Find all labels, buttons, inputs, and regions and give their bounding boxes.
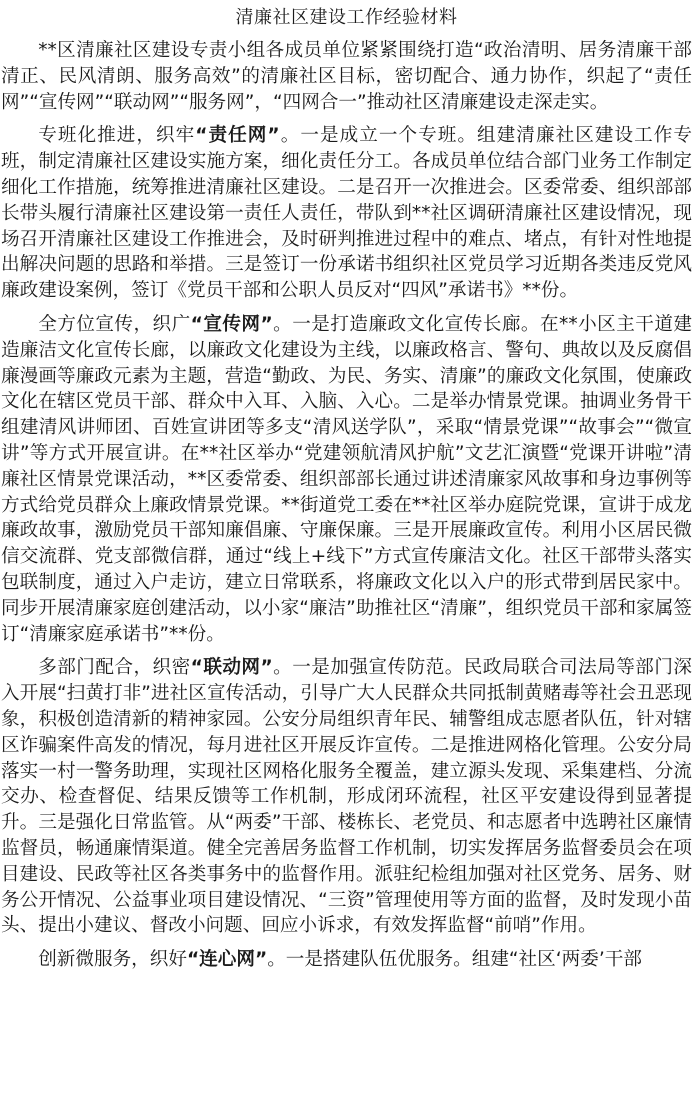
- section-keyword: “责任网”: [195, 125, 280, 147]
- section-paragraph-heart-net: [1, 947, 692, 973]
- section-keyword: “宣传网”: [190, 313, 273, 335]
- section-paragraph-linkage-net: [1, 655, 692, 939]
- section-paragraph-publicity-net: [1, 312, 692, 647]
- section-body: 。一是搭建队伍优服务。组建“社区‘两委’干部: [267, 949, 642, 971]
- section-body: 。一是打造廉政文化宣传长廊。在**小区主干道建造廉洁文化宣传长廊，以廉政文化建设为主线，以廉政格言、警句、典故以及反腐倡廉漫画等廉政元素为主题，营造“勤政、为民、务实、清廉”的廉政文化氛围，使廉政文化在辖区党员干部、群众中入耳、入脑、入心。二是举办情景党课。抽调业务骨干组建清风讲师团、百姓宣讲团等多支“清风送学队”，采取“情景党课”“故事会”“微宣讲”等方式开展宣讲。在**社区举办“党建领航清风护航”文艺汇演暨“党课开讲啦”清廉社区情景党课活动，**区委常委、组织部部长通过讲述清廉家风故事和身边事例等方式给党员群众上廉政情景党课。**街道党工委在**社区举办庭院党课，宣讲于成龙廉政故事，激励党员干部知廉倡廉、守廉保廉。三是开展廉政宣传。利用小区居民微信交流群、党支部微信群，通过“线上+线下”方式宣传廉洁文化。社区干部带头落实包联制度，通过入户走访，建立日常联系，将廉政文化以入户的形式带到居民家中。同步开展清廉家庭创建活动，以小家“廉洁”助推社区“清廉”，组织党员干部和家属签订“清廉家庭承诺书”**份。: [1, 313, 692, 645]
- section-body: 。一是成立一个专班。组建清廉社区建设工作专班，制定清廉社区建设实施方案，细化责任分工。各成员单位结合部门业务工作制定细化工作措施，统筹推进清廉社区建设。二是召开一次推进会。区委常委、组织部部长带头履行清廉社区建设第一责任人责任，带队到**社区调研清廉社区建设情况，现场召开清廉社区建设工作推进会，及时研判推进过程中的难点、堵点，有针对性地提出解决问题的思路和举措。三是签订一份承诺书组织社区党员学习近期各类违反党风廉政建设案例，签订《党员干部和公职人员反对“四风”承诺书》**份。: [1, 125, 692, 302]
- section-keyword: “连心网”: [186, 949, 268, 971]
- section-paragraph-responsibility-net: [1, 123, 692, 304]
- document-title: 清廉社区建设工作经验材料: [235, 7, 458, 28]
- section-keyword: “联动网”: [190, 657, 273, 679]
- section-body: 。一是加强宣传防范。民政局联合司法局等部门深入开展“扫黄打非”进社区宣传活动，引导广大人民群众共同抵制黄赌毒等社会丑恶现象，积极创造清新的精神家园。公安分局组织青年民、辅警组成志愿者队伍，针对辖区诈骗案件高发的情况，每月进社区开展反诈宣传。二是推进网格化管理。公安分局落实一村一警务助理，实现社区网格化服务全覆盖，建立源头发现、采集建档、分流交办、检查督促、结果反馈等工作机制，形成闭环流程，社区平安建设得到显著提升。三是强化日常监管。从“两委”干部、楼栋长、老党员、和志愿者中选聘社区廉情监督员，畅通廉情渠道。健全完善居务监督工作机制，切实发挥居务监督委员会在项目建设、民政等社区各类事务中的监督作用。派驻纪检组加强对社区党务、居务、财务公开情况、公益事业项目建设情况、“三资”管理使用等方面的监督，及时发现小苗头、提出小建议、督改小问题、回应小诉求，有效发挥监督“前哨”作用。: [1, 657, 692, 937]
- section-lead: 创新微服务，织好: [38, 949, 187, 971]
- section-lead: 专班化推进，织牢: [38, 125, 196, 147]
- section-lead: 全方位宣传，织广: [38, 313, 191, 335]
- section-lead: 多部门配合，织密: [38, 657, 191, 679]
- intro-paragraph: **区清廉社区建设专责小组各成员单位紧紧围绕打造“政治清明、居务清廉干部清正、民风清朗、服务高效”的清廉社区目标，密切配合、通力协作，织起了“责任网”“宣传网”“联动网”“服务网”，“四网合一”推动社区清廉建设走深走实。: [1, 40, 692, 113]
